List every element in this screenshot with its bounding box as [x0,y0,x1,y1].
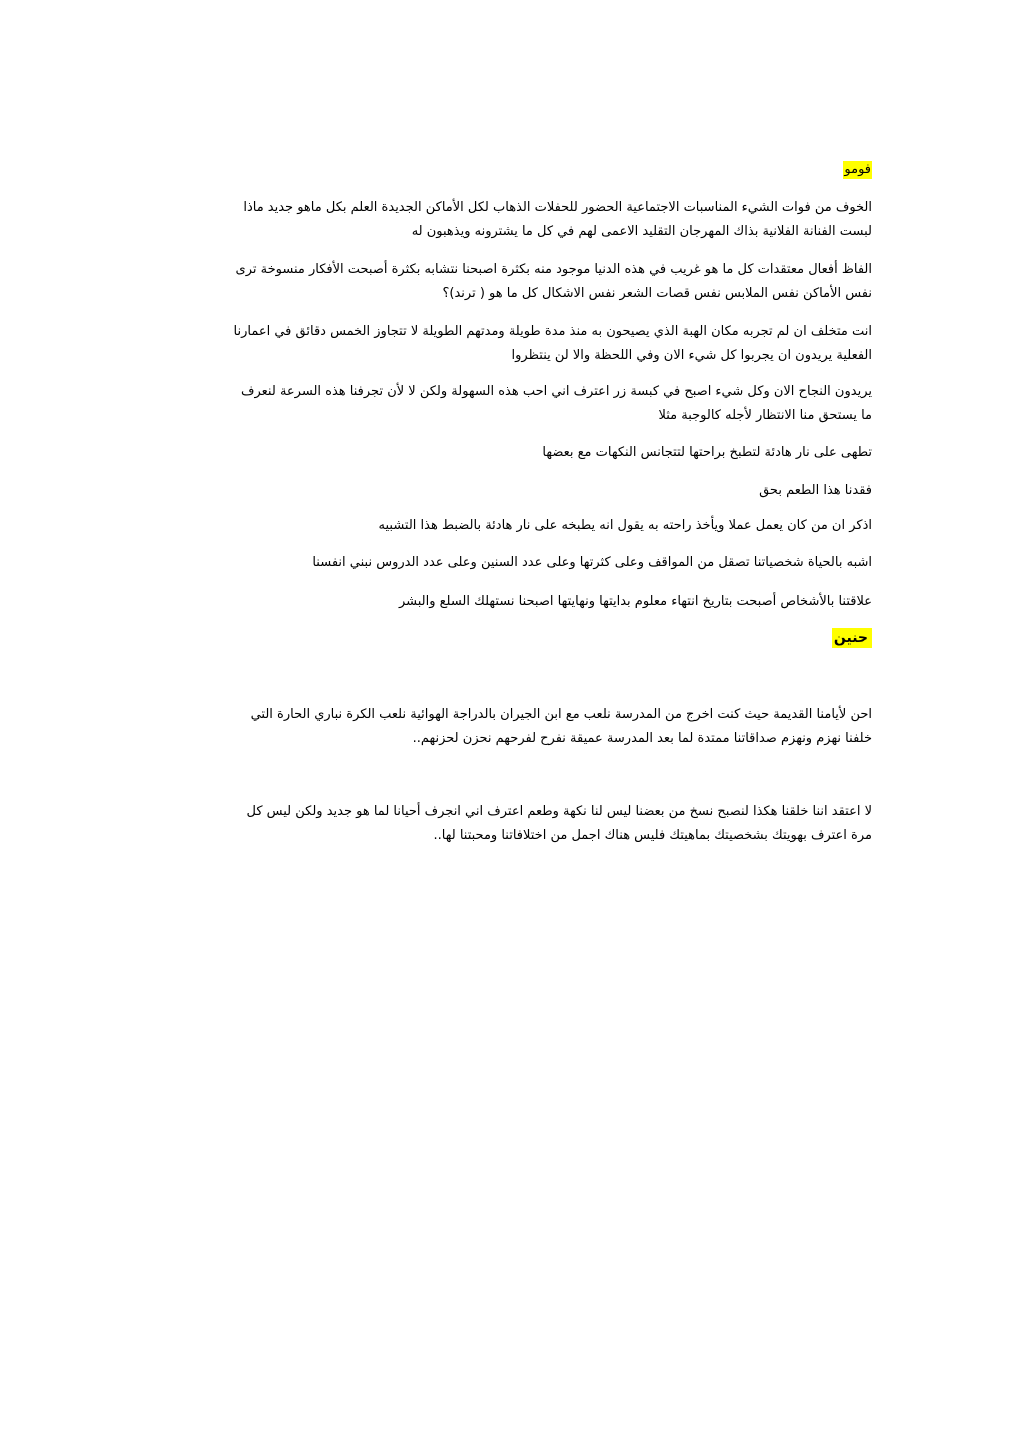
document-page [150,0,872,1449]
paragraph [150,320,872,368]
paragraph-line: اذكر ان من كان يعمل عملا ويأخذ راحته به يقول انه يطبخه على نار هادئة بالضبط هذا التشبيه [378,518,872,533]
paragraph-line: لا اعتقد اننا خلقنا هكذا لنصبح نسخ من بعضنا ليس لنا نكهة وطعم اعترف اني انجرف أحيانا لما هو جديد ولكن ليس كل [246,804,872,819]
paragraph [150,590,872,614]
paragraph [150,800,872,848]
paragraph [150,703,872,751]
paragraph [150,551,872,575]
paragraph-line: فقدنا هذا الطعم بحق [759,483,872,498]
paragraph-line: انت متخلف ان لم تجربه مكان الهبة الذي يصيحون به منذ مدة طويلة ومدتهم الطويلة لا تتجاوز الخمس دقائق في اعمارنا [233,324,872,339]
paragraph-line: تطهى على نار هادئة لتطبخ براحتها لتتجانس النكهات مع بعضها [542,445,872,460]
section-heading-nostalgia: حنين [832,628,872,648]
section-heading-fomo: فومو [844,162,871,177]
paragraph [150,514,872,538]
paragraph-line: خلفنا نهزم ونهزم صداقاتنا ممتدة لما بعد المدرسة عميقة نفرح لفرحهم نحزن لحزنهم.. [412,731,872,746]
paragraph-line: الفعلية يريدون ان يجربوا كل شيء الان وفي اللحظة والا لن ينتظروا [511,348,872,363]
paragraph [150,441,872,465]
paragraph-line: لبست الفنانة الفلانية بذاك المهرجان التقليد الاعمى لهم في كل ما يشترونه ويذهبون له [411,224,872,239]
paragraph-line: ما يستحق منا الانتظار لأجله كالوجبة مثلا [658,408,872,423]
paragraph-line: اشبه بالحياة شخصياتنا تصقل من المواقف وعلى كثرتها وعلى عدد السنين وعلى عدد الدروس نبني انفسنا [312,555,872,570]
paragraph-line: الخوف من فوات الشيء المناسبات الاجتماعية الحضور للحفلات الذهاب لكل الأماكن الجديدة العلم بكل ماهو جديد ماذا [243,200,872,215]
paragraph [150,196,872,244]
paragraph [150,258,872,306]
paragraph-line: مرة اعترف بهويتك بشخصيتك بماهيتك فليس هناك اجمل من اختلافاتنا ومحبتنا لها.. [433,828,872,843]
paragraph-line: علاقتنا بالأشخاص أصبحت بتاريخ انتهاء معلوم بدايتها ونهايتها اصبحنا نستهلك السلع والبشر [398,594,872,609]
paragraph-line: يريدون النجاح الان وكل شيء اصبح في كبسة زر اعترف اني احب هذه السهولة ولكن لا لأن تجرفنا هذه السرعة لنعرف [241,384,872,399]
paragraph [150,380,872,428]
paragraph-line: احن لأيامنا القديمة حيث كنت اخرج من المدرسة نلعب مع ابن الجيران بالدراجة الهوائية نلعب الكرة نباري الحارة التي [250,707,872,722]
paragraph-line: الفاظ أفعال معتقدات كل ما هو غريب في هذه الدنيا موجود منه بكثرة اصبحنا نتشابه بكثرة أصبحت الأفكار منسوخة ترى [235,262,872,277]
paragraph-line: نفس الأماكن نفس الملابس نفس قصات الشعر نفس الاشكال كل ما هو ( ترند)؟ [442,286,872,301]
paragraph [150,479,872,503]
